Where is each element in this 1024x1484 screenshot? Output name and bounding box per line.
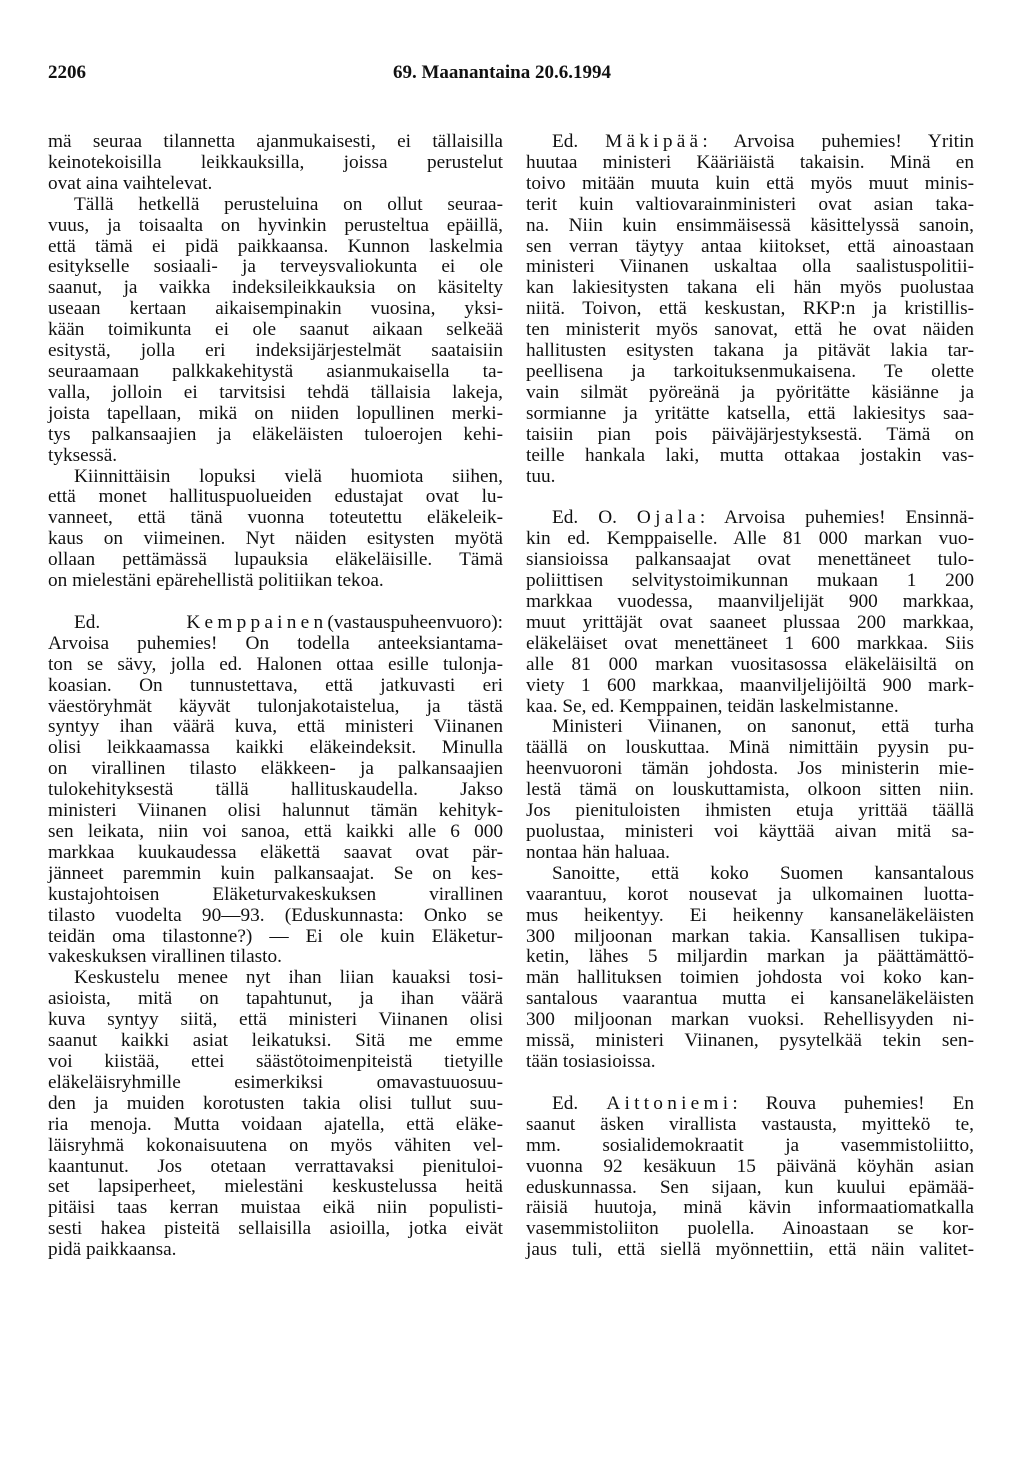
text-line: koasian. On tunnustettava, että jatkuvasti eri: [48, 674, 503, 696]
text-line: ministeri Viinanen olisi halunnut tämän kehityk-: [48, 800, 503, 822]
speech-ojala: [526, 508, 974, 717]
paragraph: [526, 864, 974, 1073]
text-line: alle 81 000 markan vuositasossa eläkeläisiltä on: [526, 653, 974, 675]
text-line: keinotekoisilla leikkauksilla, joissa perustelut: [48, 151, 503, 173]
text-line: pidä paikkaansa.: [48, 1239, 177, 1261]
speaker-line: [48, 613, 503, 634]
text-line: vakeskuksen virallinen tilasto.: [48, 946, 283, 968]
text-line: siansioissa palkansaajat ovat menettäneet tulo-: [526, 549, 974, 571]
text-line: on mielestäni epärehellistä politiikan tekoa.: [48, 570, 384, 592]
text-line: Tällä hetkellä perusteluina on ollut seuraa-: [74, 193, 503, 215]
text-line: asioista, mitä on tapahtunut, ja ihan väärä: [48, 988, 503, 1010]
speech-aittoniemi: [526, 1094, 974, 1261]
text-line: ovat aina vaihtelevat.: [48, 172, 213, 194]
paragraph: [48, 195, 503, 467]
text-line: tään tosiasioissa.: [526, 1050, 656, 1072]
text-line: peellisena ja tarkoituksenmukaisena. Te olette: [526, 360, 974, 382]
text-line: set lapsiperheet, mielestäni keskustelussa heitä: [48, 1176, 503, 1198]
speaker-first-text: : Arvoisa puhemies! Yritin: [702, 131, 974, 152]
session-title: 69. Maanantaina 20.6.1994: [393, 62, 611, 83]
paragraph: [48, 968, 503, 1261]
text-line: kään toimikunta ei ole saanut aikaan selkeää: [48, 319, 503, 341]
text-line: tuu.: [526, 465, 556, 487]
text-line: läisryhmä kokonaisuutena on myös vähiten vel-: [48, 1134, 503, 1156]
paragraph-gap: [526, 487, 974, 508]
speaker-prefix: Ed. O.: [552, 507, 617, 529]
text-line: ollaan pettämässä lupauksia eläkeläisille. Tämä: [48, 549, 503, 571]
text-line: räisiä huutoja, minä kävin informaatiomatkalla: [526, 1197, 974, 1219]
speaker-first-text: : Rouva puhemies! En: [732, 1092, 974, 1114]
text-line: terit kuin valtiovarainministeri ovat asian taka-: [526, 193, 974, 215]
text-line: esitystä, jolla eri indeksijärjestelmät saataisiin: [48, 340, 503, 362]
text-line: 300 miljoonan markan vuoksi. Rehellisyyden ni-: [526, 1009, 974, 1031]
text-line: Kiinnittäisin lopuksi vielä huomiota siihen,: [74, 465, 503, 487]
text-line: muut yrittäjät ovat saaneet plussaa 200 markkaa,: [526, 611, 974, 633]
text-line: tilasto vuodelta 90—93. (Eduskunnasta: Onko se: [48, 904, 503, 926]
text-line: ministeri Viinanen uskaltaa olla saalistuspolitii-: [526, 256, 974, 278]
text-line: kan lakiesitysten takana eli hän myös puolustaa: [526, 277, 974, 299]
text-line: Ministeri Viinanen, on sanonut, että turha: [552, 716, 974, 738]
text-line: ten ministerit myös sanovat, että he ovat näiden: [526, 319, 974, 341]
speech-makipaa: [526, 132, 974, 487]
text-line: sesti hakea pisteitä sellaisilla asioilla, jotka eivät: [48, 1218, 503, 1240]
text-line: huutaa ministeri Kääriäistä takaisin. Minä en: [526, 151, 974, 173]
left-column: [48, 132, 503, 1261]
text-line: kuva syntyy siitä, että ministeri Viinanen olisi: [48, 1009, 503, 1031]
text-line: teille hankala laki, mutta ottakaa jostakin vas-: [526, 444, 974, 466]
text-line: kin ed. Kemppaiselle. Alle 81 000 markan vuo-: [526, 528, 974, 550]
text-line: kustajohtoisen Eläketurvakeskuksen virallinen: [48, 883, 503, 905]
text-line: na. Niin kuin ensimmäisessä käsittelyssä sanoin,: [526, 214, 974, 236]
text-line: olisi leikkaamassa kaikki eläkeindeksit. Minulla: [48, 737, 503, 759]
speaker-prefix: Ed.: [552, 1092, 579, 1114]
text-line: Keskustelu menee nyt ihan liian kauaksi tosi-: [74, 967, 503, 989]
text-line: vuus, ja toisaalta on hyvinkin perusteltua epäillä,: [48, 214, 503, 236]
speaker-name: Mäkipää: [605, 131, 703, 152]
text-line: nontaa hän haluaa.: [526, 841, 671, 863]
text-line: heenvuoroni tämän johdosta. Jos ministerin mie-: [526, 758, 974, 780]
text-line: missä, ministeri Viinanen, pysytelkää tekin sen-: [526, 1030, 974, 1052]
text-line: että tämä ei pidä paikkaansa. Kunnon laskelmia: [48, 235, 503, 257]
text-line: pitäisi taas kerran muistaa eikä niin populisti-: [48, 1197, 503, 1219]
speaker-line: [526, 508, 974, 529]
paragraph: [526, 717, 974, 863]
text-line: sen leikata, niin voi sanoa, että kaikki alle 6 000: [48, 821, 503, 842]
text-line: 300 miljoonan markan takia. Kansallisen tukipa-: [526, 925, 974, 947]
page-number: 2206: [48, 62, 86, 83]
text-line: ria menoja. Mutta voidaan ajatella, että eläke-: [48, 1113, 503, 1135]
text-line: eläkeläisryhmille esimerkiksi omavastuuosuu-: [48, 1071, 503, 1093]
speaker-note: (vastauspuheenvuoro):: [327, 611, 503, 633]
text-line: voi kiistää, ettei säästötoimenpiteistä tietyille: [48, 1050, 503, 1072]
text-line: tys palkansaajien ja eläkeläisten tuloerojen kehi-: [48, 423, 503, 445]
text-line: den ja muiden korotusten takia olisi tullut suu-: [48, 1092, 503, 1114]
text-line: puolustaa, ministeri voi käyttää aivan mitä sa-: [526, 821, 974, 842]
text-line: valla, jolloin ei tarvitsisi tehdä tällaisia lakeja,: [48, 381, 503, 403]
text-line: män hallituksen toimien johdosta voi koko kan-: [526, 967, 974, 989]
text-line: täällä on louskuttaa. Minä nimittäin pyysin pu-: [526, 737, 974, 759]
paragraph-gap: [526, 1073, 974, 1094]
speech-kemppainen: [48, 613, 503, 968]
text-line: jaus tuli, että siellä myönnettiin, että näin valitet-: [526, 1239, 974, 1261]
text-line: vuonna 92 kesäkuun 15 päivänä köyhän asian: [526, 1155, 974, 1177]
text-line: Arvoisa puhemies! On todella anteeksiantama-: [48, 632, 503, 654]
text-line: vasemmistoliiton puolella. Ainoastaan se kor-: [526, 1218, 974, 1240]
text-line: saanut kaikki asiat leikatuksi. Sitä me emme: [48, 1030, 503, 1052]
text-line: Sanoitte, että koko Suomen kansantalous: [552, 862, 974, 884]
text-line: on virallinen tilasto eläkkeen- ja palkansaajien: [48, 758, 503, 780]
speaker-name: Aittoniemi: [606, 1092, 733, 1114]
speaker-line: [526, 132, 974, 153]
paragraph-gap: [48, 592, 503, 613]
text-line: eduskunnassa. Sen sijaan, kun kuului epämää-: [526, 1176, 974, 1198]
text-line: markkaa vuodessa, maanviljelijät 900 markkaa,: [526, 591, 974, 613]
text-line: kaus on viimeinen. Nyt näiden esitysten myötä: [48, 528, 503, 550]
text-line: esitykselle sosiaali- ja terveysvaliokunta ei ole: [48, 256, 503, 278]
page-header: [48, 62, 968, 92]
text-line: poliittisen selvitystoimikunnan mukaan 1 200: [526, 570, 974, 592]
text-line: markkaa kuukaudessa eläkettä saavat ovat pär-: [48, 841, 503, 863]
text-line: vain silmät pyöreänä ja pyöritätte käsiänne ja: [526, 381, 974, 403]
text-line: saanut äsken virallista vastausta, myittekö te,: [526, 1113, 974, 1135]
speaker-name: Kemppainen: [186, 611, 328, 633]
text-line: hallitusten esitysten takana ja pitävät lakia tar-: [526, 340, 974, 362]
speaker-prefix: Ed.: [74, 611, 101, 633]
text-line: sormianne ja yritätte katsella, että lakiesitys saa-: [526, 402, 974, 424]
text-line: ketin, lähes 5 miljardin markan ja päättämättö-: [526, 946, 974, 968]
text-line: kaa. Se, ed. Kemppainen, teidän laskelmistanne.: [526, 695, 899, 717]
text-line: eläkeläiset ovat menettäneet 1 600 markkaa. Siis: [526, 632, 974, 654]
text-line: niitä. Toivon, että keskustan, RKP:n ja kristillis-: [526, 298, 974, 320]
text-line: mä seuraa tilannetta ajanmukaisesti, ei tällaisilla: [48, 131, 503, 152]
text-line: viety 1 600 markkaa, maanviljelijöiltä 900 mark-: [526, 674, 974, 696]
text-line: seuraamaan palkkakehitystä asianmukaisella ta-: [48, 360, 503, 382]
speaker-name: Ojala: [636, 507, 700, 529]
text-line: toivo mitään muuta kuin että myös muut minis-: [526, 172, 974, 194]
text-line: kaantunut. Jos otetaan verrattavaksi pienituloi-: [48, 1155, 503, 1177]
paragraph: [48, 132, 503, 195]
right-column: [526, 132, 974, 1261]
text-line: tyksessä.: [48, 444, 118, 466]
text-line: mus heikentyy. Ei heikenny kansaneläkeläisten: [526, 904, 974, 926]
text-line: jänneet paremmin kuin palkansaajat. Se on kes-: [48, 862, 503, 884]
text-line: ton se sävy, jolla ed. Halonen ottaa esille tulonja-: [48, 653, 503, 675]
text-line: väestöryhmät käyvät tulonjakotaistelua, ja tästä: [48, 695, 503, 717]
text-line: taisiin pian pois päiväjärjestyksestä. Tämä on: [526, 423, 974, 445]
text-line: saanut, ja vaikka indeksileikkauksia on käsitelty: [48, 277, 503, 299]
text-line: vaarantuu, korot nousevat ja ulkomainen luotta-: [526, 883, 974, 905]
speaker-prefix: Ed.: [552, 131, 579, 152]
speaker-first-text: : Arvoisa puhemies! Ensinnä-: [699, 507, 974, 529]
text-line: tulokehityksestä tällä hallituskaudella. Jakso: [48, 779, 503, 801]
text-line: vanneet, että tänä vuonna toteutettu eläkeleik-: [48, 507, 503, 529]
text-line: sen verran täytyy antaa kiitokset, että ainoastaan: [526, 235, 974, 257]
text-line: syntyy ihan väärä kuva, että ministeri Viinanen: [48, 716, 503, 738]
text-line: Jos pienituloisten ihmisten etuja yrittää täällä: [526, 800, 974, 822]
text-line: teidän oma tilastonne?) — Ei ole kuin Eläketur-: [48, 925, 503, 947]
text-line: useaan kertaan aikaisempinakin vuosina, yksi-: [48, 298, 503, 320]
text-line: mm. sosialidemokraatit ja vasemmistoliitto,: [526, 1134, 974, 1156]
speaker-line: [526, 1094, 974, 1115]
paragraph: [48, 467, 503, 592]
text-line: santalous vaarantua mutta ei kansaneläkeläisten: [526, 988, 974, 1010]
text-line: lestä tämä on louskuttamista, olkoon sitten niin.: [526, 779, 974, 801]
text-line: että monet hallituspuolueiden edustajat ovat lu-: [48, 486, 503, 508]
text-line: joista tapellaan, mikä on niiden lopullinen merki-: [48, 402, 503, 424]
